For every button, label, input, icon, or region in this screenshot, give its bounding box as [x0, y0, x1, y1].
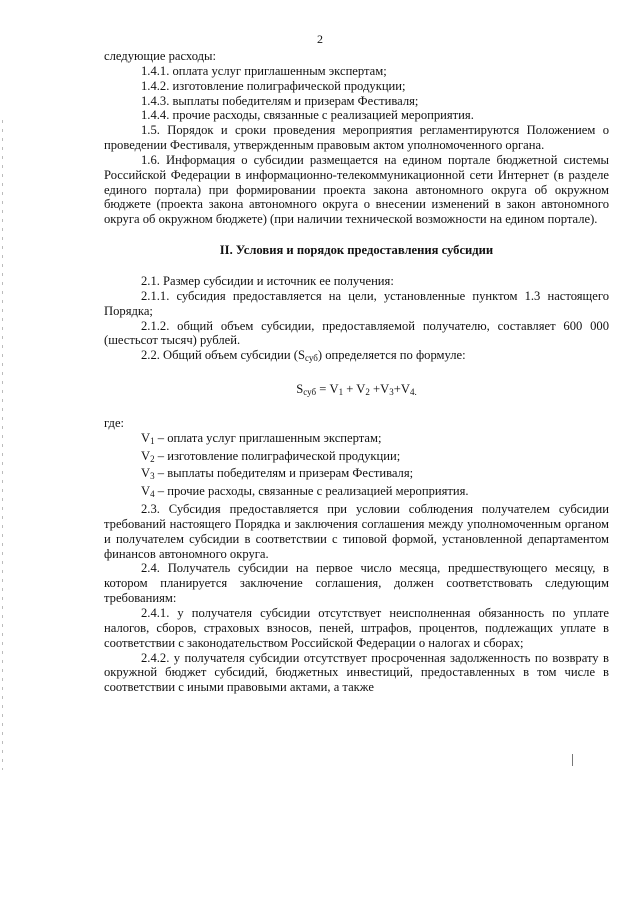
variable: V: [141, 448, 151, 463]
variable-definition: [104, 466, 609, 484]
paragraph: [104, 348, 609, 366]
paragraph: 2.1. Размер субсидии и источник ее получения:: [141, 273, 394, 288]
paragraph: 1.6. Информация о субсидии размещается на едином портале бюджетной системы Российской Федерации в информационно-телекоммуникационной сети Интернет (в разделе единого портала) при формировании проекта закона автономного округа об окружном бюджете (проекта закона автономного округа о внесении изменений в закон автономного округа об окружном бюджете) (при наличии технической возможности на едином портале).: [104, 152, 609, 227]
variable: V: [141, 466, 151, 481]
list-item: 1.4.2. изготовление полиграфической продукции;: [141, 78, 406, 93]
subscript: суб: [303, 387, 317, 398]
variable: V: [141, 484, 151, 499]
subscript: 3: [389, 387, 394, 398]
scan-mark: [572, 754, 573, 766]
formula: [104, 382, 609, 400]
text-part: 2.2. Общий объем субсидии (S: [141, 348, 306, 363]
list-item: 1.4.4. прочие расходы, связанные с реализацией мероприятия.: [141, 108, 474, 123]
paragraph: 2.1.2. общий объем субсидии, предоставляемой получателю, составляет 600 000 (шестьсот тысяч) рублей.: [104, 318, 609, 348]
formula-part: +V: [393, 382, 410, 397]
variable: V: [141, 430, 151, 445]
paragraph: 2.4. Получатель субсидии на первое число месяца, предшествующего месяцу, в котором планируется заключение соглашения, должен соответствовать следующим требованиям:: [104, 561, 609, 606]
definition: – прочие расходы, связанные с реализацией мероприятия.: [154, 484, 469, 499]
paragraph: 2.3. Субсидия предоставляется при условии соблюдения получателем субсидии требований настоящего Порядка и заключения соглашения между уполномоченным органом и получателем субсидии в соответствии с типовой формой, установленной департаментом финансов автономного округа.: [104, 502, 609, 561]
variable-definition: [104, 484, 609, 502]
formula-part: S: [296, 382, 304, 397]
definition: – изготовление полиграфической продукции;: [154, 448, 401, 463]
list-item: 1.4.3. выплаты победителям и призерам Фестиваля;: [141, 93, 419, 108]
section-heading: II. Условия и порядок предоставления субсидии: [219, 243, 494, 258]
subscript: 1: [150, 435, 155, 446]
subscript: 3: [150, 471, 155, 482]
paragraph: 1.5. Порядок и сроки проведения мероприятия регламентируются Положением о проведении Фестиваля, утвержденным правовым актом уполномоченного органа.: [104, 123, 609, 153]
formula-part: = V: [316, 382, 339, 397]
page-number: 2: [317, 32, 323, 46]
where-label: где:: [104, 415, 125, 430]
subscript: суб: [305, 353, 318, 364]
variable-definition: [104, 431, 609, 449]
definition: – выплаты победителям и призерам Фестиваля;: [154, 466, 414, 481]
paragraph: 2.1.1. субсидия предоставляется на цели, установленные пунктом 1.3 настоящего Порядка;: [104, 288, 609, 318]
subscript: 2: [150, 453, 155, 464]
subscript: 2: [365, 387, 370, 398]
variable-definition: [104, 449, 609, 467]
paragraph: 2.4.1. у получателя субсидии отсутствует неисполненная обязанность по уплате налогов, сборов, страховых взносов, пеней, штрафов, процентов, подлежащих уплате в соответствии с законодательством Российской Федерации о налогах и сборах;: [104, 606, 609, 650]
list-item: 1.4.1. оплата услуг приглашенным экспертам;: [141, 63, 387, 78]
definition: – оплата услуг приглашенным экспертам;: [154, 430, 382, 445]
document-body: [104, 49, 609, 695]
paragraph: 2.4.2. у получателя субсидии отсутствует просроченная задолженность по возврату в окружной бюджет субсидий, бюджетных инвестиций, предоставленных в том числе в соответствии с иными правовыми актами, а также: [104, 650, 609, 695]
subscript: 1: [338, 387, 344, 398]
formula-part: + V: [343, 382, 366, 397]
formula-part: +V: [369, 382, 390, 397]
scan-edge-marks: [2, 120, 3, 770]
subscript: 4: [150, 489, 155, 500]
paragraph: следующие расходы:: [104, 49, 217, 63]
subscript: 4.: [409, 387, 417, 398]
text-part: ) определяется по формуле:: [317, 348, 466, 363]
